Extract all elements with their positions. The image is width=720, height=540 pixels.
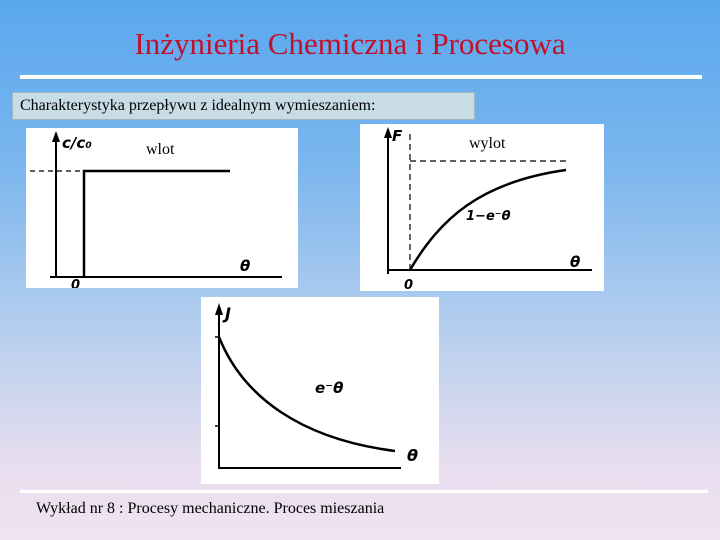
distribution-decay-curve xyxy=(219,337,395,451)
inlet-caption: wlot xyxy=(146,141,175,158)
outlet-y-arrow xyxy=(384,127,392,138)
outlet-origin-label: 0 xyxy=(404,278,414,291)
distribution-y-arrow xyxy=(215,303,223,315)
title-divider xyxy=(20,75,702,79)
distribution-y-axis-label: J xyxy=(225,304,231,323)
distribution-plot-canvas xyxy=(201,297,439,484)
distribution-x-axis-label: θ xyxy=(407,446,418,465)
outlet-x-axis-label: θ xyxy=(570,253,581,271)
inlet-x-axis-label: θ xyxy=(240,257,251,275)
inlet-y-arrow xyxy=(52,131,60,142)
slide-title: Inżynieria Chemiczna i Procesowa xyxy=(134,26,566,61)
outlet-curve-label: 1−e⁻θ xyxy=(466,209,511,224)
footer-divider xyxy=(20,490,708,493)
distribution-curve-label: e⁻θ xyxy=(315,379,344,397)
inlet-y-axis-label: c/c₀ xyxy=(62,134,92,152)
outlet-y-axis-label: F xyxy=(392,127,403,145)
section-subtitle: Charakterystyka przepływu z idealnym wymieszaniem: xyxy=(12,92,475,120)
distribution-plot xyxy=(201,297,439,484)
footer-text: Wykład nr 8 : Procesy mechaniczne. Proces mieszania xyxy=(36,500,385,517)
inlet-origin-label: 0 xyxy=(71,278,81,288)
outlet-caption: wylot xyxy=(469,135,506,152)
inlet-step-curve xyxy=(84,171,230,278)
